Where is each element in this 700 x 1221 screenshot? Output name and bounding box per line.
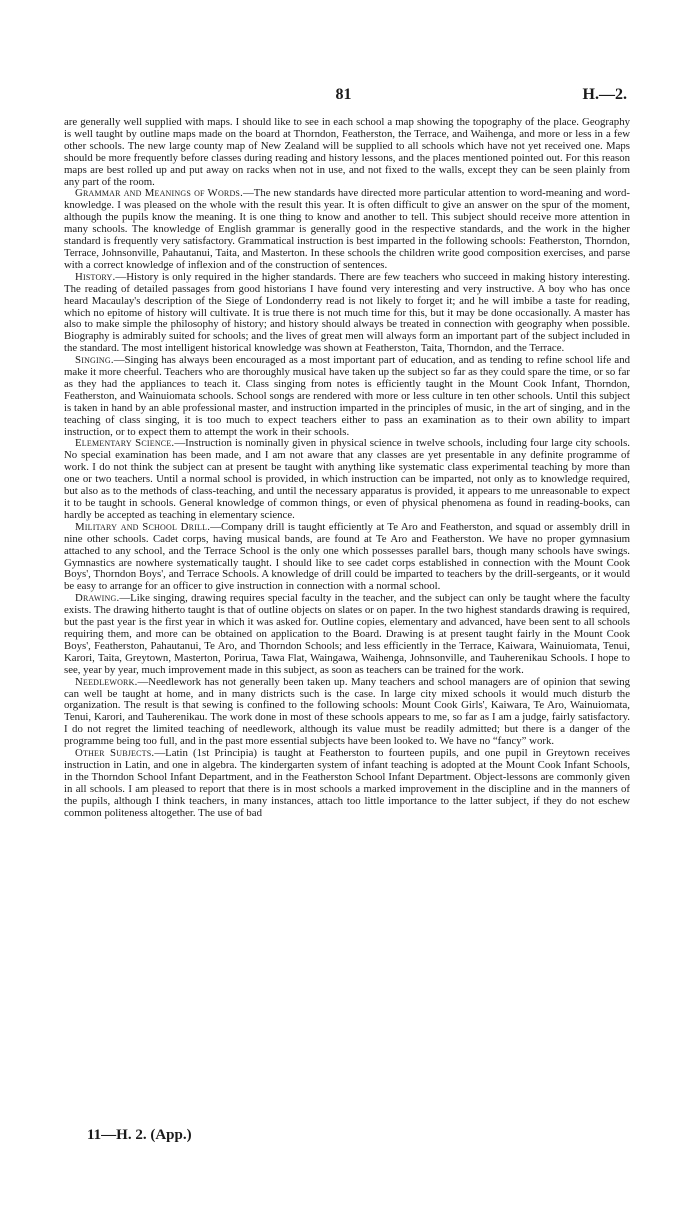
section-heading: Other Subjects. — [75, 747, 155, 760]
section-heading: History. — [75, 270, 116, 283]
paragraph-drill — [64, 522, 630, 593]
paragraph-text: —Company drill is taught efficiently at Te Aro and Featherston, and squad or assembly drill in nine other schools. Cadet corps, having musical bands, are found at Te Aro and Featherston. We have no proper gymnasium attached to any school, and the Terrace School is the only one which possesses parallel bars, though many schools have swings. Gymnastics are nowhere systematically taught. I should like to see cadet corps established in connection with the Mount Cook Boys', Thorndon Boys', and Terrace Schools. A knowledge of drill could be imparted to teachers by the drill-sergeants, or it would be easy to arrange for an officer to give instruction in connection with a normal school. — [64, 520, 630, 593]
paragraph-singing — [64, 355, 630, 438]
page-signature: 11—H. 2. (App.) — [87, 1127, 192, 1143]
paragraph-text: —Singing has always been encouraged as a most important part of education, and as tending to refine school life and make it more cheerful. Teachers who are thoroughly musical have taken up the subject so far as they could spare the time, or so far as they had the appliances to teach it. Class singing from notes is efficiently taught in the Mount Cook Infant, Thorndon, Featherston, and Wainuiomata schools. School songs are rendered with more or less culture in ten other schools. Until this subject is taken in hand by an able professional master, and instruction imparted in the principles of music, in the art of singing, and in the teaching of class singing, it is too much to expect teachers either to pass an examination as to their own ability to impart instruction, or to expect them to attempt the work in their schools. — [64, 354, 630, 438]
section-heading: Drawing. — [75, 592, 120, 605]
paragraph-history — [64, 272, 630, 355]
paragraph-text: —Needlework has not generally been taken up. Many teachers and school managers are of opinion that sewing can well be taught at home, and in many districts such is the case. In large city mixed schools it would much disturb the organization. The result is that sewing is confined to the following schools: Mount Cook Girls', Kaiwara, Te Aro, Wainuiomata, Tenui, Karori, and Tauherenikau. The work done in most of these schools appears to me, so far as I am a judge, fairly satisfactory. I do not regret the limited teaching of needlework, although its value must be readily admitted; but there is a danger of the programme being too full, and in the past more essential subjects have been looked to. We have no “fancy” work. — [64, 675, 630, 748]
paragraph-text: are generally well supplied with maps. I should like to see in each school a map showing the topography of the place. Geography is well taught by outline maps made on the board at Thorndon, Featherston, the Terrace, and Waihenga, and more or less in a few other schools. The new large county map of New Zealand will be supplied to all schools which have not yet received one. Maps should be more frequently before classes during reading and history lessons, and the places mentioned pointed out. For this reason maps are best rolled up and put away on racks when not in use, and not fixed to the walls, except they can be seen plainly from any part of the room. — [64, 116, 630, 188]
paragraph-maps — [64, 117, 630, 188]
section-heading: Needlework. — [75, 675, 138, 688]
page-number: 81 — [335, 86, 352, 103]
paragraph-other-subjects — [64, 748, 630, 819]
paragraph-science — [64, 438, 630, 521]
page-header — [60, 86, 627, 106]
paragraph-text: —Latin (1st Principia) is taught at Featherston to fourteen pupils, and one pupil in Greytown receives instruction in Latin, and one in algebra. The kindergarten system of infant teaching is adopted at the Mount Cook Infant Schools, in the Thorndon School Infant Department, and in the Featherston School Infant Department. Object-lessons are commonly given in all schools. I am pleased to report that there is in most schools a marked improvement in the discipline and in the manners of the pupils, although I think teachers, in many instances, attach too little importance to the latter subject, if they do not eschew common politeness altogether. The use of bad — [64, 747, 630, 819]
paragraph-text: —History is only required in the higher standards. There are few teachers who succeed in making history interesting. The reading of detailed passages from good historians I have found very interesting and very instructive. A boy who has once heard Macaulay's description of the Siege of Londonderry read is not likely to forget it; and he will imbibe a taste for reading, which no epitome of history will cultivate. It is true there is not much time for this, but it may be done occasionally. A master has also to make simple the philosophy of history; and history should always be treated in connection with geography when possible. Biography is admirably suited for schools; and the lives of great men will always form an important part of the subject included in the standard. The most intelligent historical knowledge was shown at Featherston, Taita, Thorndon, and the Terrace. — [64, 270, 630, 355]
paragraph-drawing — [64, 593, 630, 676]
document-reference: H.—2. — [582, 86, 627, 103]
paragraph-text: —The new standards have directed more particular attention to word-meaning and word-knowledge. I was pleased on the whole with the result this year. It is often difficult to give an answer on the spur of the moment, although the pupils know the meaning. It is one thing to know and another to tell. This subject should receive more attention in many schools. The knowledge of English grammar is generally good in the respective standards, and the work in the higher standard is frequently very satisfactory. Grammatical instruction is best imparted in the following schools: Featherston, Thorndon, Terrace, Johnsonville, Pahautanui, Taita, and Masterton. In these schools the children write good composition exercises, and parse with a correct knowledge of inflexion and of the construction of sentences. — [64, 187, 630, 271]
paragraph-text: —Instruction is nominally given in physical science in twelve schools, including four large city schools. No special examination has been made, and I am not aware that any classes are yet presentable in any definite programme of work. I do not think the subject can at present be taught with anything like systematic class experimental teaching by more than one or two teachers. Until a normal school is provided, in which instruction can be imparted, not only as to knowledge required, but also as to the methods of class-teaching, and until the necessary apparatus is provided, it appears to me unreasonable to expect it to be taught in schools. General knowledge of common things, or even of physical phenomena as found in reading-books, can hardly be accepted as teaching in elementary science. — [64, 437, 630, 521]
section-heading: Singing. — [75, 354, 114, 367]
section-heading: Elementary Science. — [75, 437, 175, 450]
paragraph-text: —Like singing, drawing requires special faculty in the teacher, and the subject can only be taught where the faculty exists. The drawing hitherto taught is that of outline objects on slates or on paper. In the two highest standards drawing is required, but the past year is the first year in which it was asked for. Outline copies, elementary and advanced, have been sent to all schools requiring them, and more can be obtained on application to the Board. Drawing is at present taught fairly in the Mount Cook Boys', Featherston, Pahautanui, Te Aro, and Thorndon Schools; and less efficiently in the Terrace, Kaiwara, Wainuiomata, Tenui, Karori, Taita, Greytown, Masterton, Porirua, Tawa Flat, Waingawa, Waihenga, Johnsonville, and Tauherenikau Schools. I hope to see, year by year, much improvement made in this subject, as soon as teachers can be trained for the work. — [64, 592, 630, 676]
section-heading: Military and School Drill. — [75, 520, 211, 533]
section-heading: Grammar and Meanings of Words. — [75, 187, 243, 200]
paragraph-needlework — [64, 677, 630, 748]
body-text — [64, 117, 630, 819]
paragraph-grammar — [64, 188, 630, 271]
